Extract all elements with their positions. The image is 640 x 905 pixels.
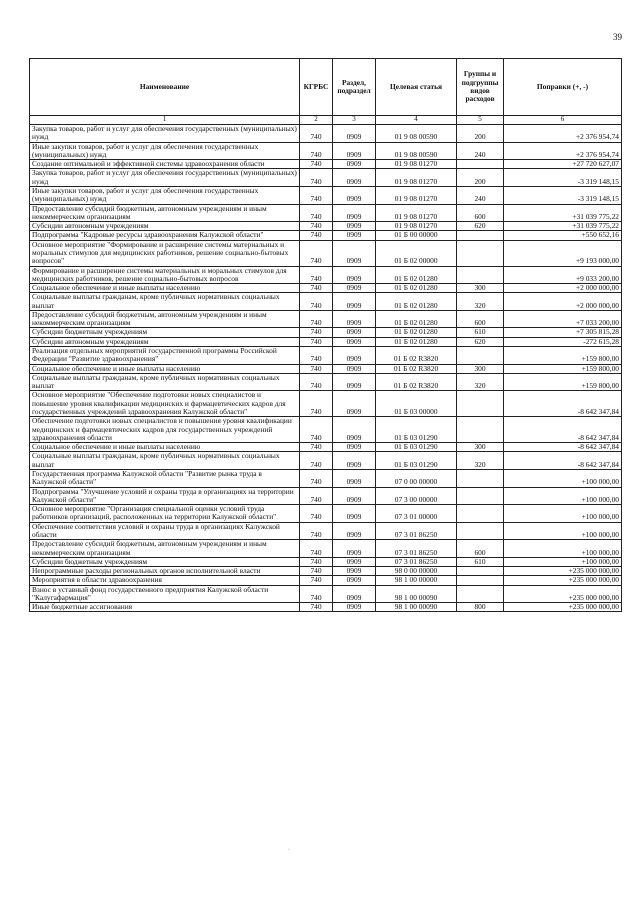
row-target: 01 Б 03 00000: [376, 391, 457, 417]
row-section: 0909: [333, 567, 376, 576]
row-target: 07 3 01 86250: [376, 557, 457, 566]
row-kgrbs: 740: [300, 603, 333, 612]
table-row: [30, 231, 622, 240]
row-name: Закупка товаров, работ и услуг для обеспечения государственных (муниципальных) нужд: [30, 169, 300, 187]
row-name: Закупка товаров, работ и услуг для обеспечения государственных (муниципальных) нужд: [30, 125, 300, 143]
row-kgrbs: 740: [300, 169, 333, 187]
row-target: 07 3 01 86250: [376, 522, 457, 540]
row-kgrbs: 740: [300, 142, 333, 160]
table-row: [30, 293, 622, 311]
header-amount: Поправки (+, -): [504, 59, 622, 116]
row-section: 0909: [333, 204, 376, 222]
row-amount: -3 319 148,15: [504, 169, 622, 187]
row-amount: +235 000 000,00: [504, 567, 622, 576]
row-group: 800: [457, 603, 504, 612]
row-section: 0909: [333, 337, 376, 346]
row-amount: +100 000,00: [504, 557, 622, 566]
row-section: 0909: [333, 522, 376, 540]
row-section: 0909: [333, 266, 376, 284]
table-row: [30, 373, 622, 391]
row-kgrbs: 740: [300, 160, 333, 169]
table-row: [30, 603, 622, 612]
row-name: Социальное обеспечение и иные выплаты населению: [30, 443, 300, 452]
table-row: [30, 452, 622, 470]
header-kgrbs: КГРБС: [300, 59, 333, 116]
row-name: Мероприятия в области здравоохранения: [30, 576, 300, 585]
row-target: 98 1 00 00090: [376, 585, 457, 603]
table-row: [30, 310, 622, 328]
row-target: 01 9 08 01270: [376, 186, 457, 204]
row-name: Основное мероприятие "Обеспечение подготовки новых специалистов и повышение уровня квалификации медицинских и фармацевтических кадров для государственных учреждений здравоохранения Калужской области": [30, 391, 300, 417]
row-target: 98 0 00 00000: [376, 567, 457, 576]
row-kgrbs: 740: [300, 204, 333, 222]
row-name: Создание оптимальной и эффективной системы здравоохранения области: [30, 160, 300, 169]
row-kgrbs: 740: [300, 576, 333, 585]
row-section: 0909: [333, 585, 376, 603]
row-target: 01 9 08 01270: [376, 160, 457, 169]
row-amount: -8 642 347,84: [504, 443, 622, 452]
row-group: 200: [457, 169, 504, 187]
table-body: [30, 125, 622, 612]
column-number: 5: [457, 116, 504, 125]
row-kgrbs: 740: [300, 452, 333, 470]
row-group: 300: [457, 284, 504, 293]
table-row: [30, 469, 622, 487]
row-name: Субсидии бюджетным учреждениям: [30, 328, 300, 337]
row-kgrbs: 740: [300, 293, 333, 311]
scan-dot: ·: [288, 847, 290, 853]
row-kgrbs: 740: [300, 347, 333, 365]
row-amount: +550 652,16: [504, 231, 622, 240]
table-row: [30, 505, 622, 523]
row-group: [457, 391, 504, 417]
row-name: Подпрограмма "Кадровые ресурсы здравоохранения Калужской области": [30, 231, 300, 240]
row-kgrbs: 740: [300, 310, 333, 328]
row-group: 620: [457, 337, 504, 346]
row-target: 01 Б 02 01280: [376, 293, 457, 311]
row-target: 01 Б 02 R3820: [376, 364, 457, 373]
row-amount: +2 000 000,00: [504, 293, 622, 311]
row-group: [457, 469, 504, 487]
row-name: Субсидии автономным учреждениям: [30, 337, 300, 346]
row-name: Субсидии автономным учреждениям: [30, 222, 300, 231]
row-target: 07 3 01 86250: [376, 540, 457, 558]
row-kgrbs: 740: [300, 337, 333, 346]
row-target: 07 0 00 00000: [376, 469, 457, 487]
row-amount: +27 720 627,07: [504, 160, 622, 169]
row-kgrbs: 740: [300, 540, 333, 558]
row-target: 01 Б 02 01280: [376, 266, 457, 284]
table-row: [30, 522, 622, 540]
header-target: Целевая статья: [376, 59, 457, 116]
row-kgrbs: 740: [300, 522, 333, 540]
row-section: 0909: [333, 557, 376, 566]
header-group: Группы и подгруппы видов расходов: [457, 59, 504, 116]
row-kgrbs: 740: [300, 231, 333, 240]
row-amount: +31 039 775,22: [504, 222, 622, 231]
table-row: [30, 347, 622, 365]
row-section: 0909: [333, 373, 376, 391]
page-number: 39: [613, 32, 622, 42]
row-section: 0909: [333, 284, 376, 293]
row-target: 01 Б 02 00000: [376, 240, 457, 266]
row-section: 0909: [333, 391, 376, 417]
row-amount: +100 000,00: [504, 540, 622, 558]
row-kgrbs: 740: [300, 240, 333, 266]
row-amount: -8 642 347,84: [504, 391, 622, 417]
table-row: [30, 142, 622, 160]
row-kgrbs: 740: [300, 391, 333, 417]
row-group: [457, 585, 504, 603]
row-amount: +7 033 200,00: [504, 310, 622, 328]
row-kgrbs: 740: [300, 585, 333, 603]
row-name: Реализация отдельных мероприятий государственной программы Российской Федерации "Развитие здравоохранения": [30, 347, 300, 365]
row-section: 0909: [333, 231, 376, 240]
row-kgrbs: 740: [300, 222, 333, 231]
table-row: [30, 540, 622, 558]
row-amount: +31 039 775,22: [504, 204, 622, 222]
row-group: [457, 240, 504, 266]
row-name: Субсидии бюджетным учреждениям: [30, 557, 300, 566]
row-section: 0909: [333, 169, 376, 187]
row-name: Основное мероприятие "Формирование и расширение системы материальных и моральных стимулов для медицинских работников, решение социально-бытовых вопросов": [30, 240, 300, 266]
row-kgrbs: 740: [300, 557, 333, 566]
row-group: [457, 576, 504, 585]
row-name: Социальное обеспечение и иные выплаты населению: [30, 364, 300, 373]
row-group: 610: [457, 557, 504, 566]
row-group: 610: [457, 328, 504, 337]
column-number: 4: [376, 116, 457, 125]
row-amount: +2 000 000,00: [504, 284, 622, 293]
row-kgrbs: 740: [300, 567, 333, 576]
row-section: 0909: [333, 487, 376, 505]
row-section: 0909: [333, 328, 376, 337]
row-group: 300: [457, 443, 504, 452]
row-group: 320: [457, 293, 504, 311]
row-section: 0909: [333, 125, 376, 143]
row-section: 0909: [333, 293, 376, 311]
header-section: Раздел, подраздел: [333, 59, 376, 116]
row-kgrbs: 740: [300, 487, 333, 505]
row-group: 320: [457, 373, 504, 391]
row-kgrbs: 740: [300, 417, 333, 443]
row-section: 0909: [333, 505, 376, 523]
row-group: 240: [457, 142, 504, 160]
row-group: 240: [457, 186, 504, 204]
row-section: 0909: [333, 540, 376, 558]
row-name: Социальные выплаты гражданам, кроме публичных нормативных социальных выплат: [30, 293, 300, 311]
row-kgrbs: 740: [300, 443, 333, 452]
row-kgrbs: 740: [300, 125, 333, 143]
row-target: 98 1 00 00000: [376, 576, 457, 585]
row-target: 01 9 08 01270: [376, 222, 457, 231]
row-name: Непрограммные расходы региональных органов исполнительной власти: [30, 567, 300, 576]
row-name: Обеспечение соответствия условий и охраны труда в организациях Калужской области: [30, 522, 300, 540]
row-kgrbs: 740: [300, 364, 333, 373]
row-amount: +159 800,00: [504, 364, 622, 373]
row-amount: +100 000,00: [504, 487, 622, 505]
table-row: [30, 204, 622, 222]
row-kgrbs: 740: [300, 266, 333, 284]
table-row: [30, 417, 622, 443]
row-name: Иные закупки товаров, работ и услуг для обеспечения государственных (муниципальных) нужд: [30, 142, 300, 160]
row-name: Обеспечение подготовки новых специалистов и повышения уровня квалификации медицинских и фармацевтических кадров для государственных учреждений здравоохранения области: [30, 417, 300, 443]
row-kgrbs: 740: [300, 373, 333, 391]
row-group: [457, 160, 504, 169]
row-section: 0909: [333, 310, 376, 328]
row-name: Иные бюджетные ассигнования: [30, 603, 300, 612]
table-header-row: [30, 59, 622, 116]
row-amount: -8 642 347,84: [504, 452, 622, 470]
row-kgrbs: 740: [300, 186, 333, 204]
table-row: [30, 576, 622, 585]
table-row: [30, 266, 622, 284]
table-row: [30, 186, 622, 204]
row-section: 0909: [333, 347, 376, 365]
row-amount: +235 000 000,00: [504, 576, 622, 585]
row-amount: +235 000 000,00: [504, 585, 622, 603]
row-group: [457, 487, 504, 505]
row-target: 01 Б 02 01280: [376, 337, 457, 346]
row-target: 01 Б 03 01290: [376, 452, 457, 470]
row-name: Формирование и расширение системы материальных и моральных стимулов для медицинских работников, решение социально-бытовых вопросов: [30, 266, 300, 284]
table-row: [30, 169, 622, 187]
row-group: 600: [457, 204, 504, 222]
row-target: 98 1 00 00090: [376, 603, 457, 612]
budget-amendments-table: [29, 58, 622, 612]
row-name: Предоставление субсидий бюджетным, автономным учреждениям и иным некоммерческим организациям: [30, 540, 300, 558]
row-section: 0909: [333, 452, 376, 470]
row-name: Взнос в уставный фонд государственного предприятия Калужской области "Калугафармация": [30, 585, 300, 603]
row-target: 01 Б 03 01290: [376, 443, 457, 452]
row-group: [457, 567, 504, 576]
row-section: 0909: [333, 240, 376, 266]
column-number: 1: [30, 116, 300, 125]
table-row: [30, 125, 622, 143]
table-row: [30, 240, 622, 266]
row-name: Социальные выплаты гражданам, кроме публичных нормативных социальных выплат: [30, 373, 300, 391]
header-name: Наименование: [30, 59, 300, 116]
row-amount: +2 376 954,74: [504, 142, 622, 160]
row-section: 0909: [333, 469, 376, 487]
row-amount: +100 000,00: [504, 522, 622, 540]
column-number: 2: [300, 116, 333, 125]
row-section: 0909: [333, 576, 376, 585]
row-target: 01 9 08 01270: [376, 169, 457, 187]
row-section: 0909: [333, 222, 376, 231]
row-group: 600: [457, 310, 504, 328]
row-name: Предоставление субсидий бюджетным, автономным учреждениям и иным некоммерческим организациям: [30, 204, 300, 222]
row-amount: +2 376 954,74: [504, 125, 622, 143]
table-row: [30, 487, 622, 505]
row-kgrbs: 740: [300, 469, 333, 487]
row-group: 600: [457, 540, 504, 558]
row-kgrbs: 740: [300, 328, 333, 337]
row-amount: -8 642 347,84: [504, 417, 622, 443]
column-number: 3: [333, 116, 376, 125]
row-target: 01 Б 02 R3820: [376, 373, 457, 391]
row-group: [457, 347, 504, 365]
row-amount: -3 319 148,15: [504, 186, 622, 204]
row-section: 0909: [333, 364, 376, 373]
row-group: 320: [457, 452, 504, 470]
row-group: [457, 522, 504, 540]
row-target: 01 Б 02 R3820: [376, 347, 457, 365]
row-section: 0909: [333, 443, 376, 452]
row-amount: -272 615,28: [504, 337, 622, 346]
table-row: [30, 364, 622, 373]
row-section: 0909: [333, 603, 376, 612]
row-amount: +235 000 000,00: [504, 603, 622, 612]
table-row: [30, 391, 622, 417]
row-kgrbs: 740: [300, 284, 333, 293]
row-name: Государственная программа Калужской области "Развитие рынка труда в Калужской области": [30, 469, 300, 487]
row-amount: +159 800,00: [504, 373, 622, 391]
row-group: 200: [457, 125, 504, 143]
row-group: [457, 231, 504, 240]
row-section: 0909: [333, 160, 376, 169]
row-kgrbs: 740: [300, 505, 333, 523]
row-name: Основное мероприятие "Организация специальной оценки условий труда работников организаций, расположенных на территории Калужской области": [30, 505, 300, 523]
row-target: 01 9 08 00590: [376, 142, 457, 160]
row-target: 01 Б 02 01280: [376, 284, 457, 293]
row-section: 0909: [333, 142, 376, 160]
row-group: 620: [457, 222, 504, 231]
row-target: 01 9 08 01270: [376, 204, 457, 222]
row-target: 01 Б 02 01280: [376, 310, 457, 328]
row-amount: +159 800,00: [504, 347, 622, 365]
row-amount: +7 305 815,28: [504, 328, 622, 337]
row-name: Социальное обеспечение и иные выплаты населению: [30, 284, 300, 293]
row-group: [457, 505, 504, 523]
row-section: 0909: [333, 186, 376, 204]
row-group: [457, 417, 504, 443]
row-target: 07 3 00 00000: [376, 487, 457, 505]
column-number: 6: [504, 116, 622, 125]
table-row: [30, 585, 622, 603]
row-amount: +100 000,00: [504, 505, 622, 523]
row-target: 01 Б 00 00000: [376, 231, 457, 240]
row-target: 01 9 08 00590: [376, 125, 457, 143]
table-row: [30, 328, 622, 337]
row-group: 300: [457, 364, 504, 373]
row-group: [457, 266, 504, 284]
row-target: 01 Б 03 01290: [376, 417, 457, 443]
row-name: Социальные выплаты гражданам, кроме публичных нормативных социальных выплат: [30, 452, 300, 470]
row-amount: +100 000,00: [504, 469, 622, 487]
row-target: 01 Б 02 01280: [376, 328, 457, 337]
row-amount: +9 033 200,00: [504, 266, 622, 284]
row-section: 0909: [333, 417, 376, 443]
row-name: Иные закупки товаров, работ и услуг для обеспечения государственных (муниципальных) нужд: [30, 186, 300, 204]
row-target: 07 3 01 00000: [376, 505, 457, 523]
row-name: Предоставление субсидий бюджетным, автономным учреждениям и иным некоммерческим организациям: [30, 310, 300, 328]
row-name: Подпрограмма "Улучшение условий и охраны труда в организациях на территории Калужской области": [30, 487, 300, 505]
row-amount: +9 193 000,00: [504, 240, 622, 266]
